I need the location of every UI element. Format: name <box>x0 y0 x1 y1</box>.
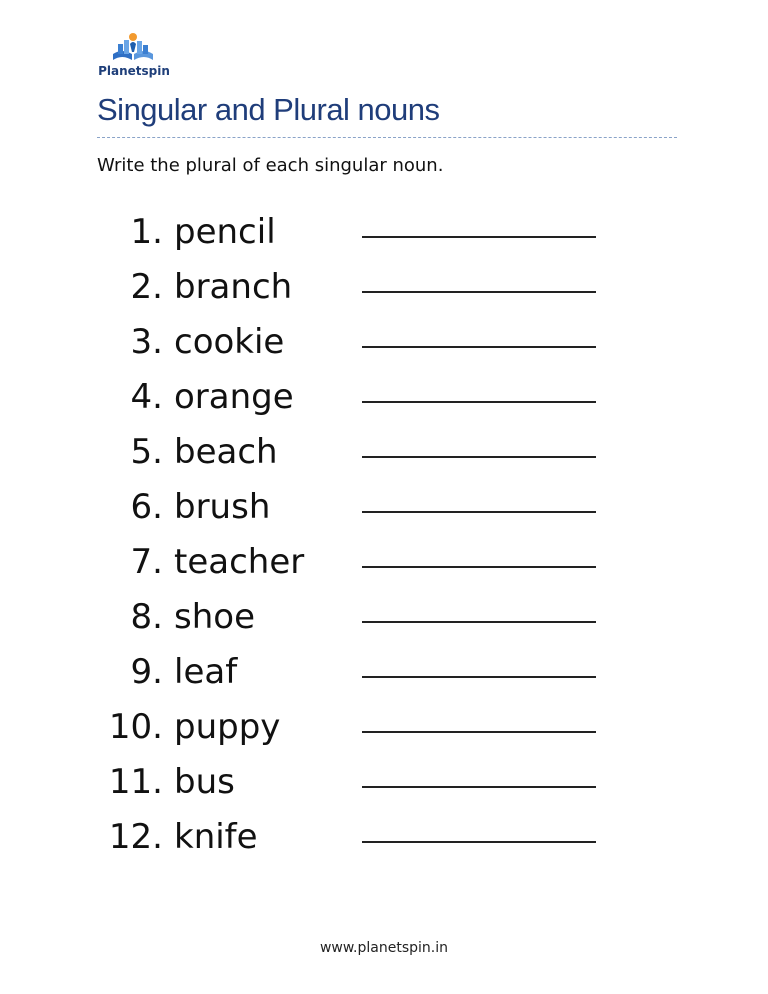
answer-line[interactable] <box>362 786 596 788</box>
answer-line[interactable] <box>362 676 596 678</box>
title-divider <box>97 137 677 138</box>
list-item <box>0 595 768 643</box>
answer-line[interactable] <box>362 291 596 293</box>
list-item <box>0 815 768 863</box>
singular-noun: puppy <box>174 707 281 747</box>
item-number: 6. <box>130 487 163 527</box>
page-title: Singular and Plural nouns <box>97 92 440 127</box>
singular-noun: pencil <box>174 212 276 252</box>
singular-noun: knife <box>174 817 258 857</box>
singular-noun: branch <box>174 267 293 307</box>
singular-noun: bus <box>174 762 235 802</box>
answer-line[interactable] <box>362 236 596 238</box>
list-item <box>0 375 768 423</box>
list-item <box>0 485 768 533</box>
item-number: 12. <box>108 817 163 857</box>
list-item <box>0 540 768 588</box>
item-number: 11. <box>108 762 163 802</box>
answer-line[interactable] <box>362 621 596 623</box>
answer-line[interactable] <box>362 346 596 348</box>
item-number: 10. <box>108 707 163 747</box>
answer-line[interactable] <box>362 511 596 513</box>
instructions: Write the plural of each singular noun. <box>97 155 444 176</box>
list-item <box>0 705 768 753</box>
list-item <box>0 320 768 368</box>
item-number: 4. <box>130 377 163 417</box>
item-number: 2. <box>130 267 163 307</box>
singular-noun: teacher <box>174 542 305 582</box>
answer-line[interactable] <box>362 401 596 403</box>
item-number: 8. <box>130 597 163 637</box>
logo-text: Planetspin <box>98 64 170 78</box>
singular-noun: leaf <box>174 652 238 692</box>
answer-line[interactable] <box>362 841 596 843</box>
item-number: 7. <box>130 542 163 582</box>
open-book-logo-icon <box>110 32 156 62</box>
singular-noun: shoe <box>174 597 255 637</box>
answer-line[interactable] <box>362 456 596 458</box>
singular-noun: cookie <box>174 322 285 362</box>
list-item <box>0 265 768 313</box>
item-number: 1. <box>130 212 163 252</box>
list-item <box>0 650 768 698</box>
singular-noun: brush <box>174 487 271 527</box>
planetspin-logo <box>98 32 170 80</box>
singular-noun: orange <box>174 377 294 417</box>
list-item <box>0 760 768 808</box>
item-number: 9. <box>130 652 163 692</box>
item-number: 5. <box>130 432 163 472</box>
list-item <box>0 430 768 478</box>
answer-line[interactable] <box>362 731 596 733</box>
footer-website: www.planetspin.in <box>319 940 448 956</box>
list-item <box>0 210 768 258</box>
item-number: 3. <box>130 322 163 362</box>
singular-noun: beach <box>174 432 278 472</box>
answer-line[interactable] <box>362 566 596 568</box>
